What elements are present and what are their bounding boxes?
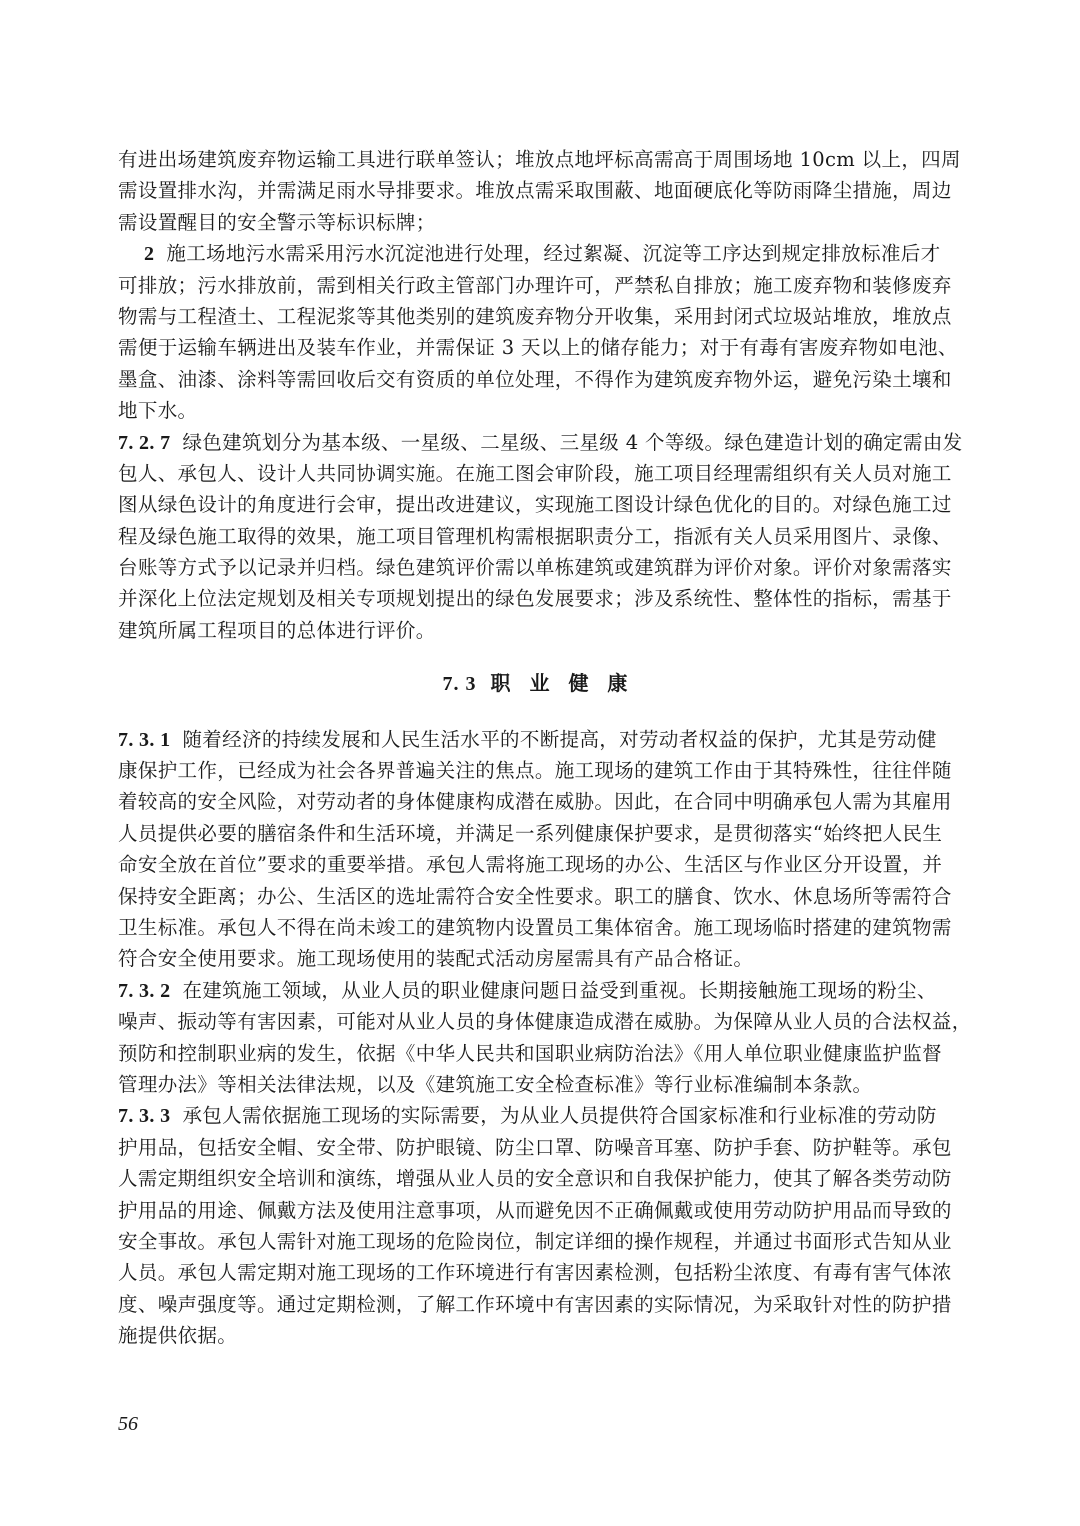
text-line bbox=[118, 1069, 958, 1100]
text-line bbox=[118, 552, 958, 583]
line-text: 需便于运输车辆进出及装车作业，并需保证 3 天以上的储存能力；对于有毒有害废弃物如电池、 bbox=[118, 336, 958, 360]
lower-text bbox=[118, 724, 972, 1352]
text-line bbox=[118, 943, 958, 974]
line-text: 有进出场建筑废弃物运输工具进行联单签认；堆放点地坪标高需高于周围场地 10cm 以上，四周 bbox=[118, 148, 961, 171]
page-number: 56 bbox=[118, 1413, 138, 1435]
text-line bbox=[118, 724, 958, 755]
text-line bbox=[118, 755, 958, 786]
text-line bbox=[118, 521, 958, 552]
clause-number: 7. 2. 7 bbox=[118, 431, 171, 454]
text-line bbox=[118, 1195, 958, 1226]
text-line bbox=[118, 301, 958, 332]
text-line bbox=[118, 238, 958, 269]
clause-number: 7. 3. 1 bbox=[118, 728, 171, 751]
text-line bbox=[118, 1320, 958, 1351]
line-text: 承包人需依据施工现场的实际需要，为从业人员提供符合国家标准和行业标准的劳动防 bbox=[182, 1104, 937, 1128]
text-line bbox=[118, 1100, 958, 1131]
text-line bbox=[118, 458, 958, 489]
line-text: 卫生标准。承包人不得在尚未竣工的建筑物内设置员工集体宿舍。施工现场临时搭建的建筑物需 bbox=[118, 915, 952, 939]
numbered-item bbox=[118, 238, 958, 426]
item-number: 2 bbox=[144, 243, 155, 266]
text-line bbox=[118, 786, 958, 817]
text-line bbox=[118, 1163, 958, 1194]
line-text: 预防和控制职业病的发生，依据《中华人民共和国职业病防治法》《用人单位职业健康监护监督 bbox=[118, 1041, 942, 1065]
text-line bbox=[118, 1289, 958, 1320]
paragraph bbox=[118, 144, 961, 238]
text-line bbox=[118, 615, 958, 646]
text-line bbox=[118, 975, 958, 1006]
text-line bbox=[118, 818, 958, 849]
text-line bbox=[118, 144, 961, 175]
line-text: 人员。承包人需定期对施工现场的工作环境进行有害因素检测，包括粉尘浓度、有毒有害气体浓 bbox=[118, 1261, 952, 1285]
line-text: 需设置排水沟，并需满足雨水导排要求。堆放点需采取围蔽、地面硬底化等防雨降尘措施，周边 bbox=[118, 179, 952, 203]
line-text: 管理办法》等相关法律法规，以及《建筑施工安全检查标准》等行业标准编制本条款。 bbox=[118, 1072, 873, 1096]
text-line bbox=[118, 1006, 972, 1037]
text-line bbox=[118, 1226, 958, 1257]
clause-paragraph bbox=[118, 724, 958, 975]
clause-paragraph bbox=[118, 975, 972, 1101]
line-text: 并深化上位法定规划及相关专项规划提出的绿色发展要求；涉及系统性、整体性的指标，需基于 bbox=[118, 587, 952, 611]
text-line bbox=[118, 881, 958, 912]
line-text: 地下水。 bbox=[118, 399, 198, 423]
line-text: 台账等方式予以记录并归档。绿色建筑评价需以单栋建筑或建筑群为评价对象。评价对象需落实 bbox=[118, 556, 952, 580]
text-line bbox=[118, 270, 958, 301]
clause-paragraph bbox=[118, 427, 963, 647]
text-line bbox=[118, 1257, 958, 1288]
line-text: 程及绿色施工取得的效果，施工项目管理机构需根据职责分工，指派有关人员采用图片、录像、 bbox=[118, 524, 952, 548]
upper-text bbox=[118, 144, 963, 646]
line-text: 可排放；污水排放前，需到相关行政主管部门办理许可，严禁私自排放；施工废弃物和装修废弃 bbox=[118, 273, 952, 297]
line-text: 包人、承包人、设计人共同协调实施。在施工图会审阶段，施工项目经理需组织有关人员对施工 bbox=[118, 461, 952, 485]
clause-number: 7. 3. 3 bbox=[118, 1105, 171, 1128]
line-text: 着较高的安全风险，对劳动者的身体健康构成潜在威胁。因此，在合同中明确承包人需为其雇用 bbox=[118, 790, 952, 814]
line-text: 建筑所属工程项目的总体进行评价。 bbox=[118, 618, 436, 642]
text-line bbox=[118, 489, 958, 520]
text-line bbox=[118, 332, 958, 363]
line-text: 命安全放在首位”要求的重要举措。承包人需将施工现场的办公、生活区与作业区分开设置，并 bbox=[118, 853, 943, 877]
line-text: 施工场地污水需采用污水沉淀池进行处理，经过絮凝、沉淀等工序达到规定排放标准后才 bbox=[166, 242, 941, 266]
section-number: 7. 3 bbox=[442, 673, 477, 696]
line-text: 度、噪声强度等。通过定期检测，了解工作环境中有害因素的实际情况，为采取针对性的防护措 bbox=[118, 1292, 952, 1316]
text-line bbox=[118, 1038, 958, 1069]
line-text: 图从绿色设计的角度进行会审，提出改进建议，实现施工图设计绿色优化的目的。对绿色施工过 bbox=[118, 493, 952, 517]
line-text: 康保护工作，已经成为社会各界普遍关注的焦点。施工现场的建筑工作由于其特殊性，往往伴随 bbox=[118, 759, 952, 783]
line-text: 墨盒、油漆、涂料等需回收后交有资质的单位处理，不得作为建筑废弃物外运，避免污染土壤和 bbox=[118, 367, 952, 391]
text-line bbox=[118, 427, 963, 458]
line-text: 护用品，包括安全帽、安全带、防护眼镜、防尘口罩、防噪音耳塞、防护手套、防护鞋等。承包 bbox=[118, 1135, 952, 1159]
line-text: 随着经济的持续发展和人民生活水平的不断提高，对劳动者权益的保护，尤其是劳动健 bbox=[182, 727, 937, 751]
line-text: 保持安全距离；办公、生活区的选址需符合安全性要求。职工的膳食、饮水、休息场所等需符合 bbox=[118, 884, 952, 908]
line-text: 符合安全使用要求。施工现场使用的装配式活动房屋需具有产品合格证。 bbox=[118, 947, 754, 971]
line-text: 安全事故。承包人需针对施工现场的危险岗位，制定详细的操作规程，并通过书面形式告知从业 bbox=[118, 1229, 952, 1253]
text-line bbox=[118, 583, 958, 614]
line-text: 在建筑施工领域，从业人员的职业健康问题日益受到重视。长期接触施工现场的粉尘、 bbox=[182, 978, 937, 1002]
line-text: 施提供依据。 bbox=[118, 1324, 238, 1348]
line-text: 需设置醒目的安全警示等标识标牌； bbox=[118, 210, 436, 234]
clause-number: 7. 3. 2 bbox=[118, 979, 171, 1002]
line-text: 人需定期组织安全培训和演练，增强从业人员的安全意识和自我保护能力，使其了解各类劳动防 bbox=[118, 1167, 952, 1191]
text-line bbox=[118, 912, 958, 943]
line-text: 护用品的用途、佩戴方法及使用注意事项，从而避免因不正确佩戴或使用劳动防护用品而导致的 bbox=[118, 1198, 952, 1222]
line-text: 噪声、振动等有害因素，可能对从业人员的身体健康造成潜在威胁。为保障从业人员的合法权益， bbox=[118, 1010, 972, 1034]
clause-paragraph bbox=[118, 1100, 958, 1351]
text-line bbox=[118, 364, 958, 395]
text-line bbox=[118, 849, 958, 880]
text-line bbox=[118, 395, 958, 426]
document-page bbox=[118, 144, 972, 1351]
text-line bbox=[118, 1132, 958, 1163]
text-line bbox=[118, 175, 958, 206]
section-title-text: 职 业 健 康 bbox=[490, 671, 634, 696]
section-heading bbox=[118, 668, 958, 699]
line-text: 人员提供必要的膳宿条件和生活环境，并满足一系列健康保护要求，是贯彻落实“始终把人民生 bbox=[118, 821, 943, 845]
line-text: 物需与工程渣土、工程泥浆等其他类别的建筑废弃物分开收集，采用封闭式垃圾站堆放，堆放点 bbox=[118, 304, 952, 328]
text-line bbox=[118, 207, 958, 238]
line-text: 绿色建筑划分为基本级、一星级、二星级、三星级 4 个等级。绿色建造计划的确定需由发 bbox=[182, 430, 963, 454]
